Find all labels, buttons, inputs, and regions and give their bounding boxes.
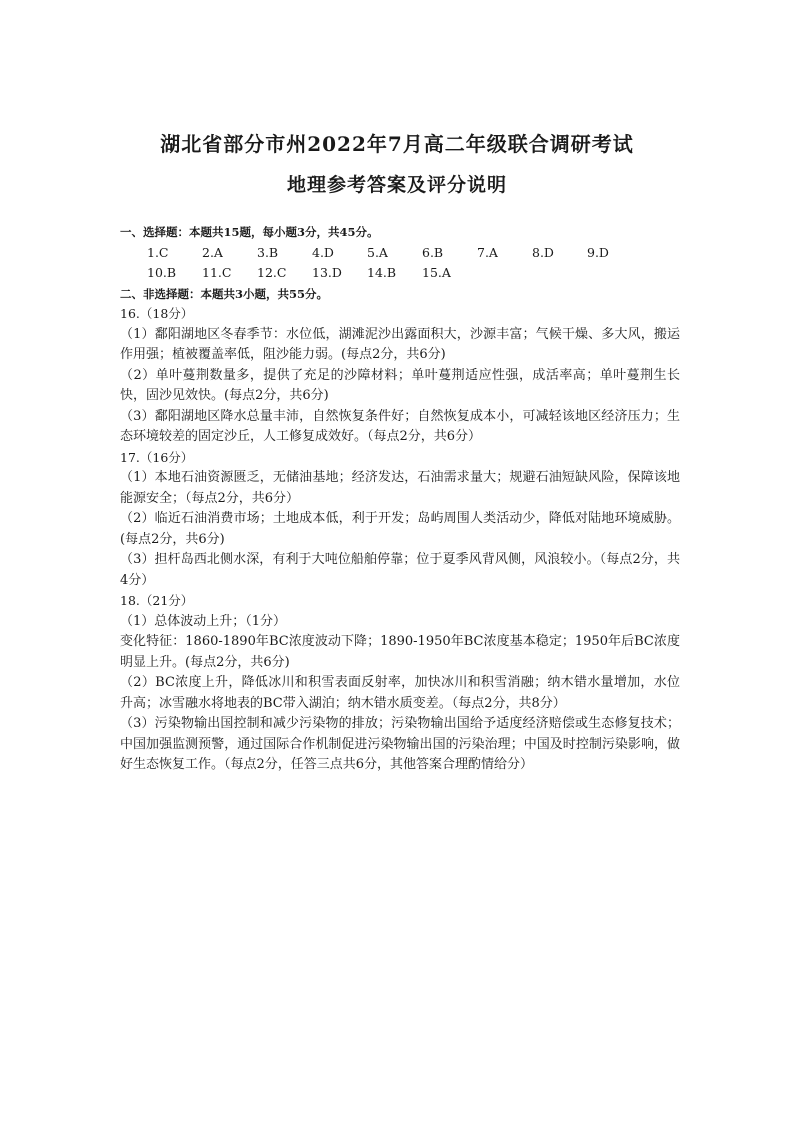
question-18-part-1: （1）总体波动上升；（1分） bbox=[120, 613, 287, 629]
answer-item: 1.C bbox=[147, 244, 169, 260]
section-2-heading: 二、非选择题：本题共3小题，共55分。 bbox=[120, 286, 329, 301]
answer-item: 11.C bbox=[202, 265, 232, 280]
document-subtitle: 地理参考答案及评分说明 bbox=[286, 174, 507, 196]
answer-item: 15.A bbox=[422, 265, 451, 280]
answer-row-1 bbox=[120, 243, 680, 264]
question-17-part-2: （2）临近石油消费市场；土地成本低，利于开发；岛屿周围人类活动少，降低对陆地环境威胁。(每点2分，共6分) bbox=[120, 511, 680, 547]
answer-item: 7.A bbox=[477, 244, 498, 260]
section-1-heading: 一、选择题：本题共15题，每小题3分，共45分。 bbox=[120, 225, 379, 239]
answer-item: 2.A bbox=[202, 244, 223, 260]
question-18-part-1-detail: 变化特征：1860-1890年BC浓度波动下降；1890-1950年BC浓度基本稳定；1950年后BC浓度明显上升。(每点2分，共6分) bbox=[120, 634, 680, 670]
document-title: 湖北省部分市州2022年7月高二年级联合调研考试 bbox=[160, 132, 634, 156]
answer-item: 3.B bbox=[257, 244, 279, 260]
answer-item: 9.D bbox=[587, 244, 609, 260]
question-18-part-2: （2）BC浓度上升，降低冰川和积雪表面反射率，加快冰川和积雪消融；纳木错水量增加，水位升高；冰雪融水将地表的BC带入湖泊；纳木错水质变差。（每点2分，共8分） bbox=[120, 675, 680, 711]
question-17-part-1: （1）本地石油资源匮乏，无储油基地；经济发达，石油需求量大；规避石油短缺风险，保障该地能源安全；（每点2分，共6分） bbox=[120, 470, 680, 506]
answer-item: 5.A bbox=[367, 244, 388, 260]
answer-content bbox=[120, 222, 680, 776]
question-16-part-3: （3）鄱阳湖地区降水总量丰沛，自然恢复条件好；自然恢复成本小，可减轻该地区经济压力；生态环境较差的固定沙丘，人工修复成效好。（每点2分，共6分） bbox=[120, 408, 680, 444]
answer-item: 12.C bbox=[257, 265, 287, 280]
answer-item: 14.B bbox=[367, 265, 397, 280]
question-18-heading: 18.（21分） bbox=[120, 593, 194, 608]
answer-row-2 bbox=[120, 263, 680, 284]
answer-item: 10.B bbox=[147, 265, 177, 280]
answer-item: 8.D bbox=[532, 244, 554, 260]
question-16-heading: 16.（18分） bbox=[120, 306, 194, 321]
question-17-part-3: （3）担杆岛西北侧水深，有利于大吨位船舶停靠；位于夏季风背风侧，风浪较小。（每点2分，共4分） bbox=[120, 552, 680, 588]
answer-item: 13.D bbox=[312, 265, 342, 280]
question-17-heading: 17.（16分） bbox=[120, 449, 194, 465]
answer-item: 6.B bbox=[422, 244, 444, 260]
question-16-part-1: （1）鄱阳湖地区冬春季节：水位低，湖滩泥沙出露面积大，沙源丰富；气候干燥、多大风，搬运作用强；植被覆盖率低，阻沙能力弱。(每点2分，共6分) bbox=[120, 326, 680, 362]
question-18-part-3: （3）污染物输出国控制和减少污染物的排放；污染物输出国给予适度经济赔偿或生态修复技术；中国加强监测预警，通过国际合作机制促进污染物输出国的污染治理；中国及时控制污染影响，做好生态恢复工作。（每点2分，任答三点共6分，其他答案合理酌情给分） bbox=[120, 716, 680, 772]
answer-item: 4.D bbox=[312, 244, 334, 260]
question-16-part-2: （2）单叶蔓荆数量多，提供了充足的沙障材料；单叶蔓荆适应性强，成活率高；单叶蔓荆生长快，固沙见效快。(每点2分，共6分) bbox=[120, 367, 680, 403]
